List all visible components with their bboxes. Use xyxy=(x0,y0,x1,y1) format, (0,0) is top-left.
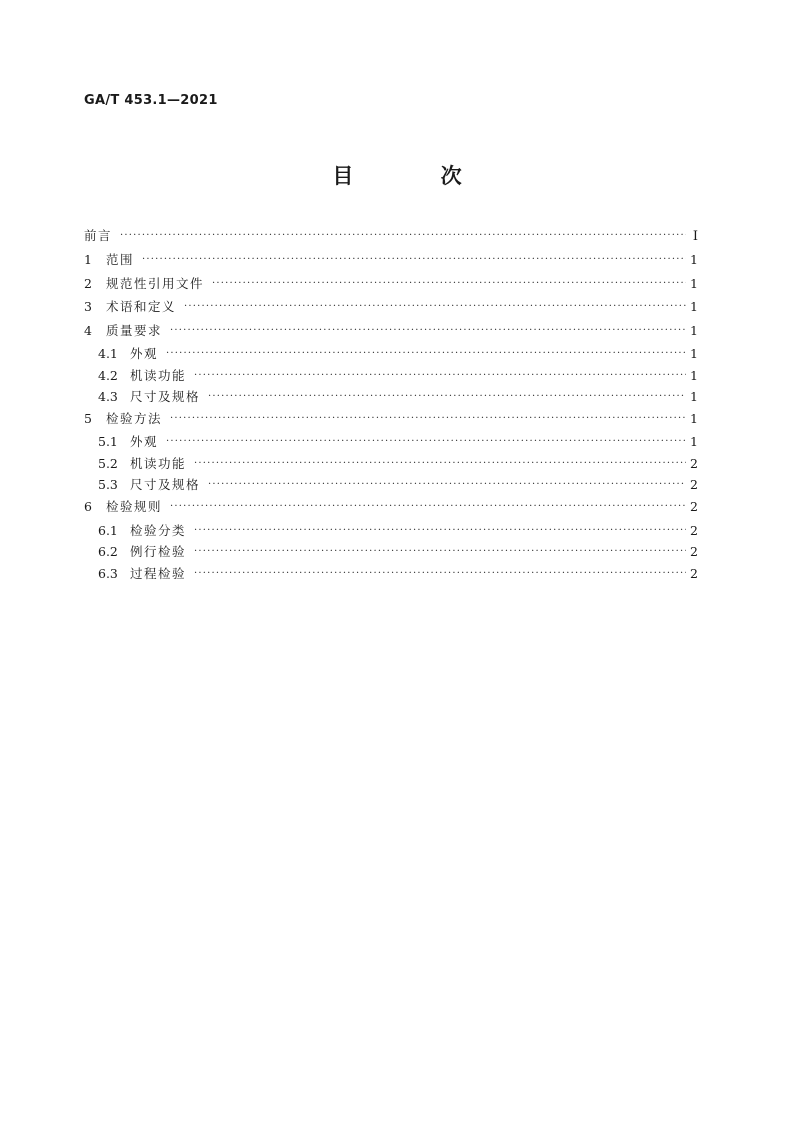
dot-leader xyxy=(184,301,686,312)
toc-entry-label: 检验规则 xyxy=(106,498,163,514)
toc-entry-label: 尺寸及规格 xyxy=(130,389,201,405)
toc-entry-label: 机读功能 xyxy=(130,455,187,471)
toc-entry[interactable] xyxy=(84,250,698,274)
toc-entry-label: 尺寸及规格 xyxy=(130,477,201,493)
toc-entry-page: 2 xyxy=(690,477,698,493)
toc-entry[interactable] xyxy=(84,274,698,298)
toc-entry-label: 检验方法 xyxy=(106,410,163,426)
toc-entry-label: 检验分类 xyxy=(130,522,187,538)
toc-entry-number: 4 xyxy=(84,322,92,338)
toc-entry-page: 2 xyxy=(690,498,698,514)
document-code: GA/T 453.1—2021 xyxy=(84,93,218,108)
toc-entry-page: 2 xyxy=(690,565,698,581)
toc-entry[interactable] xyxy=(84,542,698,564)
toc-entry-page: 1 xyxy=(690,410,698,426)
dot-leader xyxy=(194,546,686,557)
toc-entry-label: 外观 xyxy=(130,346,159,362)
toc-entry-page: I xyxy=(692,229,698,244)
toc-entry-label: 机读功能 xyxy=(130,367,187,383)
dot-leader xyxy=(194,568,686,579)
toc-entry-page: 1 xyxy=(690,252,698,267)
dot-leader xyxy=(142,254,686,265)
toc-entry-page: 1 xyxy=(690,275,698,291)
toc-entry-label: 质量要求 xyxy=(106,322,163,338)
page-title: 目 次 xyxy=(332,164,502,188)
toc-entry-number: 6.2 xyxy=(98,544,118,560)
toc-entry-page: 1 xyxy=(690,322,698,338)
dot-leader xyxy=(194,525,686,536)
toc-entry-label: 外观 xyxy=(130,434,159,450)
toc-entry-label: 前言 xyxy=(84,228,113,243)
dot-leader xyxy=(166,348,686,359)
dot-leader xyxy=(170,413,686,424)
toc-entry-label: 范围 xyxy=(106,252,135,267)
toc-entry-number: 5.3 xyxy=(98,477,118,493)
toc-entry[interactable] xyxy=(84,226,698,250)
toc-entry-number: 6 xyxy=(84,498,92,514)
toc-entry-page: 1 xyxy=(690,389,698,405)
toc-entry-page: 2 xyxy=(690,522,698,538)
toc-entry-number: 5.1 xyxy=(98,434,118,450)
toc-entry[interactable] xyxy=(84,321,698,345)
dot-leader xyxy=(170,325,686,336)
toc-entry-number: 6.3 xyxy=(98,565,118,581)
toc-entry-number: 5.2 xyxy=(98,455,118,471)
toc-entry-number: 5 xyxy=(84,410,92,426)
toc-entry-page: 1 xyxy=(690,434,698,450)
toc-entry-number: 4.2 xyxy=(98,367,118,383)
toc-entry[interactable] xyxy=(84,497,698,521)
toc-entry-label: 例行检验 xyxy=(130,544,187,560)
dot-leader xyxy=(194,458,686,469)
toc-entry-label: 规范性引用文件 xyxy=(106,275,205,291)
toc-entry[interactable] xyxy=(84,475,698,497)
toc-entry-label: 过程检验 xyxy=(130,565,187,581)
table-of-contents xyxy=(84,226,698,585)
dot-leader xyxy=(170,501,686,512)
toc-entry-number: 6.1 xyxy=(98,522,118,538)
toc-entry-page: 2 xyxy=(690,455,698,471)
toc-entry-label: 术语和定义 xyxy=(106,299,177,315)
dot-leader xyxy=(208,391,686,402)
dot-leader xyxy=(166,436,686,447)
toc-entry-number: 4.1 xyxy=(98,346,118,362)
toc-entry[interactable] xyxy=(84,366,698,388)
toc-entry-number: 2 xyxy=(84,275,92,291)
toc-entry[interactable] xyxy=(84,387,698,409)
toc-entry[interactable] xyxy=(84,409,698,433)
dot-leader xyxy=(120,230,686,241)
toc-entry[interactable] xyxy=(84,454,698,476)
toc-entry[interactable] xyxy=(84,564,698,586)
toc-entry-number: 4.3 xyxy=(98,389,118,405)
toc-entry-page: 1 xyxy=(690,367,698,383)
toc-entry[interactable] xyxy=(84,521,698,543)
toc-entry-page: 2 xyxy=(690,544,698,560)
toc-entry[interactable] xyxy=(84,344,698,366)
dot-leader xyxy=(212,278,686,289)
toc-entry[interactable] xyxy=(84,297,698,321)
toc-entry-number: 3 xyxy=(84,299,92,315)
dot-leader xyxy=(194,370,686,381)
toc-entry-page: 1 xyxy=(690,346,698,362)
dot-leader xyxy=(208,479,686,490)
toc-entry[interactable] xyxy=(84,432,698,454)
toc-entry-page: 1 xyxy=(690,299,698,315)
toc-entry-number: 1 xyxy=(84,252,92,267)
